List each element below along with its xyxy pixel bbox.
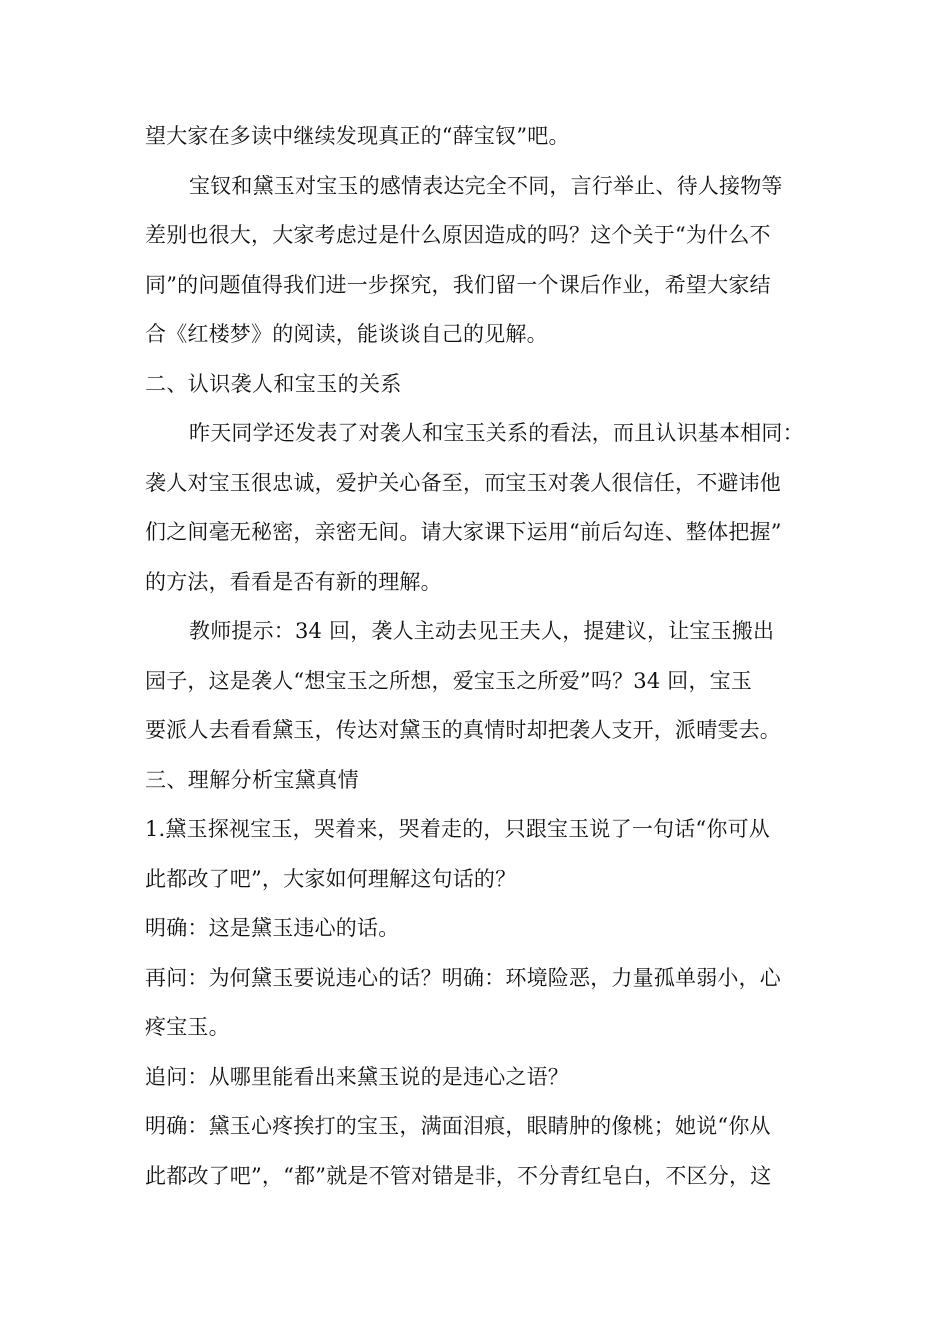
- text-line: 明确：黛玉心疼挨打的宝玉，满面泪痕，眼睛肿的像桃；她说“你从: [145, 1114, 771, 1138]
- text-line: 明确：这是黛玉违心的话。: [145, 916, 400, 940]
- text-line: 望大家在多读中继续发现真正的“薛宝钗”吧。: [145, 124, 570, 148]
- text-line: 再问：为何黛玉要说违心的话？明确：环境险恶，力量孤单弱小，心: [145, 965, 781, 990]
- text-line: 合《红楼梦》的阅读，能谈谈自己的见解。: [145, 322, 548, 346]
- text-line: 要派人去看看黛玉，传达对黛玉的真情时却把袭人支开，派晴雯去。: [145, 718, 781, 742]
- paragraph-line: 昨天同学还发表了对袭人和宝玉关系的看法，而且认识基本相同：: [189, 421, 804, 445]
- text-line: 1.黛玉探视宝玉，哭着来，哭着走的，只跟宝玉说了一句话“你可从: [145, 817, 770, 841]
- text-line: 疼宝玉。: [145, 1015, 230, 1039]
- text-line: 此都改了吧”，大家如何理解这句话的？: [145, 866, 517, 891]
- text-line: 们之间毫无秘密，亲密无间。请大家课下运用“前后勾连、整体把握”: [145, 520, 782, 544]
- text-line: 园子，这是袭人“想宝玉之所想，爱宝玉之所爱”吗？34 回，宝玉: [145, 668, 753, 693]
- document-page: [145, 112, 810, 1201]
- text-line: 差别也很大，大家考虑过是什么原因造成的吗？这个关于“为什么不: [145, 223, 771, 247]
- section-heading: 二、认识袭人和宝玉的关系: [145, 371, 402, 396]
- text-line: 此都改了吧”，“都”就是不管对错是非，不分青红皂白，不区分，这: [145, 1163, 772, 1188]
- paragraph-line: 宝钗和黛玉对宝玉的感情表达完全不同，言行举止、待人接物等: [189, 173, 783, 198]
- text-line: 袭人对宝玉很忠诚，爱护关心备至，而宝玉对袭人很信任，不避讳他: [145, 470, 781, 495]
- text-line: 追问：从哪里能看出来黛玉说的是违心之语？: [145, 1064, 569, 1089]
- section-heading: 三、理解分析宝黛真情: [145, 767, 359, 792]
- paragraph-line: 教师提示：34 回，袭人主动去见王夫人，提建议，让宝玉搬出: [189, 619, 775, 643]
- text-line: 同”的问题值得我们进一步探究，我们留一个课后作业，希望大家结: [145, 272, 771, 297]
- text-line: 的方法，看看是否有新的理解。: [145, 569, 442, 594]
